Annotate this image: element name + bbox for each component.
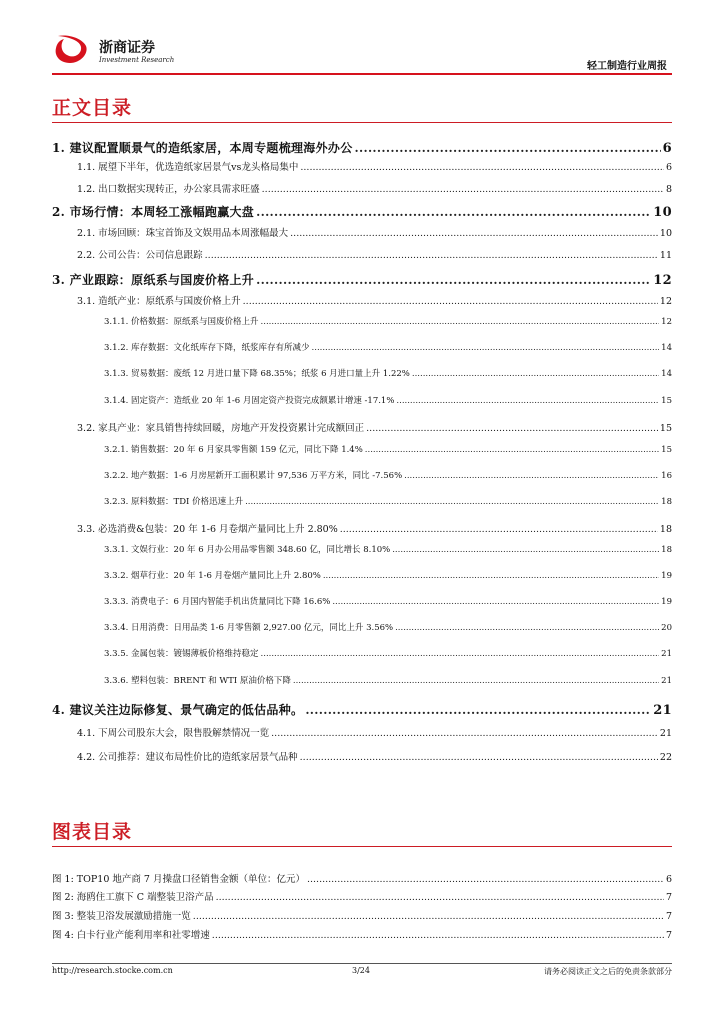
toc-entry[interactable] (104, 367, 672, 379)
report-type: 轻工制造行业周报 (587, 61, 667, 72)
toc-leader-dots (290, 228, 658, 239)
toc-entry[interactable] (104, 569, 672, 581)
figure-entry[interactable] (52, 871, 672, 885)
toc-entry-title: 3.1. 造纸产业：原纸系与国废价格上升 (77, 296, 241, 307)
company-logo (52, 28, 212, 72)
toc-title-divider (52, 122, 672, 123)
toc-entry-title: 3.3.4. 日用消费：日用品类 1-6 月零售额 2,927.00 亿元，同比上升 3.56% (104, 623, 394, 633)
figure-leader-dots (307, 874, 664, 885)
footer-disclaimer: 请务必阅读正文之后的免责条款部分 (544, 967, 672, 976)
toc-leader-dots (395, 623, 659, 633)
toc-entry[interactable] (52, 701, 672, 718)
toc-entry-page: 20 (661, 623, 672, 633)
toc-entry-page: 14 (661, 343, 672, 353)
toc-leader-dots (404, 471, 659, 481)
toc-entry[interactable] (52, 271, 672, 288)
toc-entry[interactable] (52, 203, 672, 220)
toc-entry[interactable] (104, 469, 672, 481)
figure-entry[interactable] (52, 889, 672, 903)
figure-entry-page: 7 (665, 930, 672, 941)
toc-entry-title: 3.1.3. 贸易数据：废纸 12 月进口量下降 68.35%；纸浆 6 月进口量上升 1.22% (104, 369, 410, 379)
toc-leader-dots (261, 317, 660, 327)
figure-entry-title: 图 4: 白卡行业产能利用率和社零增速 (52, 930, 210, 941)
toc-leader-dots (412, 369, 659, 379)
toc-entry-page: 10 (653, 205, 672, 220)
toc-entry[interactable] (104, 495, 672, 507)
figure-leader-dots (193, 911, 664, 922)
toc-entry-page: 15 (661, 396, 672, 406)
toc-entry-title: 3.3. 必选消费&包装：20 年 1-6 月卷烟产量同比上升 2.80% (77, 524, 338, 535)
toc-entry-page: 22 (659, 752, 672, 763)
figure-entry[interactable] (52, 927, 672, 941)
figure-entry-page: 6 (665, 874, 672, 885)
toc-entry-page: 19 (661, 571, 672, 581)
toc-entry[interactable] (104, 543, 672, 555)
toc-entry-page: 12 (661, 317, 672, 327)
toc-leader-dots (365, 445, 659, 455)
toc-leader-dots (271, 728, 658, 739)
toc-leader-dots (256, 273, 651, 287)
toc-entry-page: 21 (659, 728, 672, 739)
figure-entry-title: 图 1: TOP10 地产商 7 月操盘口径销售金额（单位：亿元） (52, 874, 305, 885)
toc-leader-dots (312, 343, 660, 353)
toc-entry-page: 15 (661, 445, 672, 455)
toc-entry-title: 1. 建议配置顺景气的造纸家居，本周专题梳理海外办公 (52, 141, 353, 155)
toc-entry-page: 18 (659, 524, 672, 535)
figure-leader-dots (212, 930, 664, 941)
toc-entry[interactable] (77, 749, 672, 763)
toc-leader-dots (305, 703, 651, 717)
toc-leader-dots (261, 649, 660, 659)
toc-entry-page: 15 (659, 423, 672, 434)
toc-entry-page: 6 (662, 141, 672, 156)
toc-leader-dots (396, 396, 659, 406)
toc-entry-title: 3.2.3. 原料数据：TDI 价格迅速上升 (104, 497, 244, 507)
toc-leader-dots (392, 545, 659, 555)
toc-entry-title: 3. 产业跟踪：原纸系与国废价格上升 (52, 273, 255, 287)
toc-entry[interactable] (104, 674, 672, 686)
toc-entry[interactable] (104, 394, 672, 406)
toc-entry-title: 3.1.4. 固定资产：造纸业 20 年 1-6 月固定资产投资完成额累计增速 -17.1% (104, 396, 395, 406)
figure-entry-title: 图 3: 整装卫浴发展激励措施一览 (52, 911, 191, 922)
toc-title: 正文目录 (52, 97, 133, 119)
toc-entry-title: 3.3.6. 塑料包装：BRENT 和 WTI 原油价格下降 (104, 676, 291, 686)
toc-entry-title: 3.2.1. 销售数据：20 年 6 月家具零售额 159 亿元，同比下降 1.4% (104, 445, 363, 455)
toc-entry[interactable] (104, 621, 672, 633)
footer-divider (52, 963, 672, 964)
toc-leader-dots (323, 571, 659, 581)
toc-entry-page: 19 (661, 597, 672, 607)
toc-entry-page: 16 (661, 471, 672, 481)
toc-entry-page: 8 (665, 184, 672, 195)
logo-mark-icon (52, 32, 92, 66)
toc-leader-dots (245, 497, 659, 507)
page-indicator: 3/24 (352, 966, 370, 975)
toc-entry-title: 2. 市场行情：本周轻工涨幅跑赢大盘 (52, 205, 255, 219)
toc-leader-dots (366, 423, 658, 434)
toc-entry[interactable] (77, 725, 672, 739)
toc-entry-page: 18 (661, 545, 672, 555)
toc-leader-dots (293, 676, 659, 686)
toc-entry-page: 14 (661, 369, 672, 379)
toc-leader-dots (332, 597, 659, 607)
figures-title: 图表目录 (52, 821, 133, 843)
figure-entry-page: 7 (665, 892, 672, 903)
toc-entry-title: 3.2. 家具产业：家具销售持续回暖，房地产开发投资累计完成额回正 (77, 423, 365, 434)
toc-entry[interactable] (77, 247, 672, 261)
toc-entry[interactable] (104, 315, 672, 327)
toc-leader-dots (355, 141, 661, 155)
toc-entry[interactable] (104, 595, 672, 607)
toc-entry-title: 1.2. 出口数据实现转正，办公家具需求旺盛 (77, 184, 260, 195)
toc-entry-page: 10 (659, 228, 672, 239)
toc-entry-page: 12 (659, 296, 672, 307)
toc-entry-page: 21 (653, 703, 672, 718)
toc-leader-dots (340, 524, 658, 535)
toc-entry[interactable] (77, 521, 672, 535)
figure-leader-dots (216, 892, 664, 903)
toc-entry-title: 4. 建议关注边际修复、景气确定的低估品种。 (52, 703, 304, 717)
toc-entry[interactable] (52, 139, 672, 156)
toc-entry[interactable] (77, 293, 672, 307)
toc-entry[interactable] (77, 420, 672, 434)
toc-entry-page: 18 (661, 497, 672, 507)
toc-entry[interactable] (104, 443, 672, 455)
toc-entry[interactable] (104, 341, 672, 353)
company-name-cn: 浙商证券 (99, 40, 155, 56)
toc-entry-title: 3.1.1. 价格数据：原纸系与国废价格上升 (104, 317, 259, 327)
footer-url[interactable]: http://research.stocke.com.cn (52, 966, 173, 975)
toc-entry-title: 2.1. 市场回顾：珠宝首饰及文娱用品本周涨幅最大 (77, 228, 289, 239)
toc-entry-title: 2.2. 公司公告：公司信息跟踪 (77, 250, 203, 261)
toc-entry-title: 3.3.5. 金属包装：镀锡薄板价格维持稳定 (104, 649, 259, 659)
toc-entry-page: 6 (665, 162, 672, 173)
toc-leader-dots (205, 250, 658, 261)
company-name-en: Investment Research (99, 56, 175, 64)
toc-entry-page: 21 (661, 649, 672, 659)
toc-leader-dots (262, 184, 664, 195)
toc-entry[interactable] (77, 159, 672, 173)
toc-entry[interactable] (77, 181, 672, 195)
header-divider (52, 73, 672, 75)
toc-entry-title: 3.3.3. 消费电子：6 月国内智能手机出货量同比下降 16.6% (104, 597, 331, 607)
toc-entry-title: 3.3.2. 烟草行业：20 年 1-6 月卷烟产量同比上升 2.80% (104, 571, 321, 581)
toc-leader-dots (300, 752, 658, 763)
toc-entry-page: 11 (659, 250, 672, 261)
toc-entry-title: 4.1. 下周公司股东大会，限售股解禁情况一览 (77, 728, 270, 739)
toc-leader-dots (300, 162, 664, 173)
toc-entry[interactable] (104, 647, 672, 659)
figure-entry-page: 7 (665, 911, 672, 922)
figure-entry[interactable] (52, 908, 672, 922)
figures-title-divider (52, 846, 672, 847)
toc-entry-title: 3.2.2. 地产数据：1-6 月房屋新开工面积累计 97,536 万平方米，同比 -7.56% (104, 471, 403, 481)
toc-entry[interactable] (77, 225, 672, 239)
toc-leader-dots (243, 296, 658, 307)
toc-entry-title: 3.1.2. 库存数据：文化纸库存下降，纸浆库存有所减少 (104, 343, 310, 353)
figure-entry-title: 图 2: 海鸥住工旗下 C 端整装卫浴产品 (52, 892, 214, 903)
toc-leader-dots (256, 205, 651, 219)
toc-entry-page: 21 (661, 676, 672, 686)
toc-entry-title: 1.1. 展望下半年，优选造纸家居景气vs龙头格局集中 (77, 162, 299, 173)
toc-entry-page: 12 (653, 273, 672, 288)
toc-entry-title: 4.2. 公司推荐：建议布局性价比的造纸家居景气品种 (77, 752, 298, 763)
toc-entry-title: 3.3.1. 文娱行业：20 年 6 月办公用品零售额 348.60 亿，同比增长 8.10% (104, 545, 391, 555)
